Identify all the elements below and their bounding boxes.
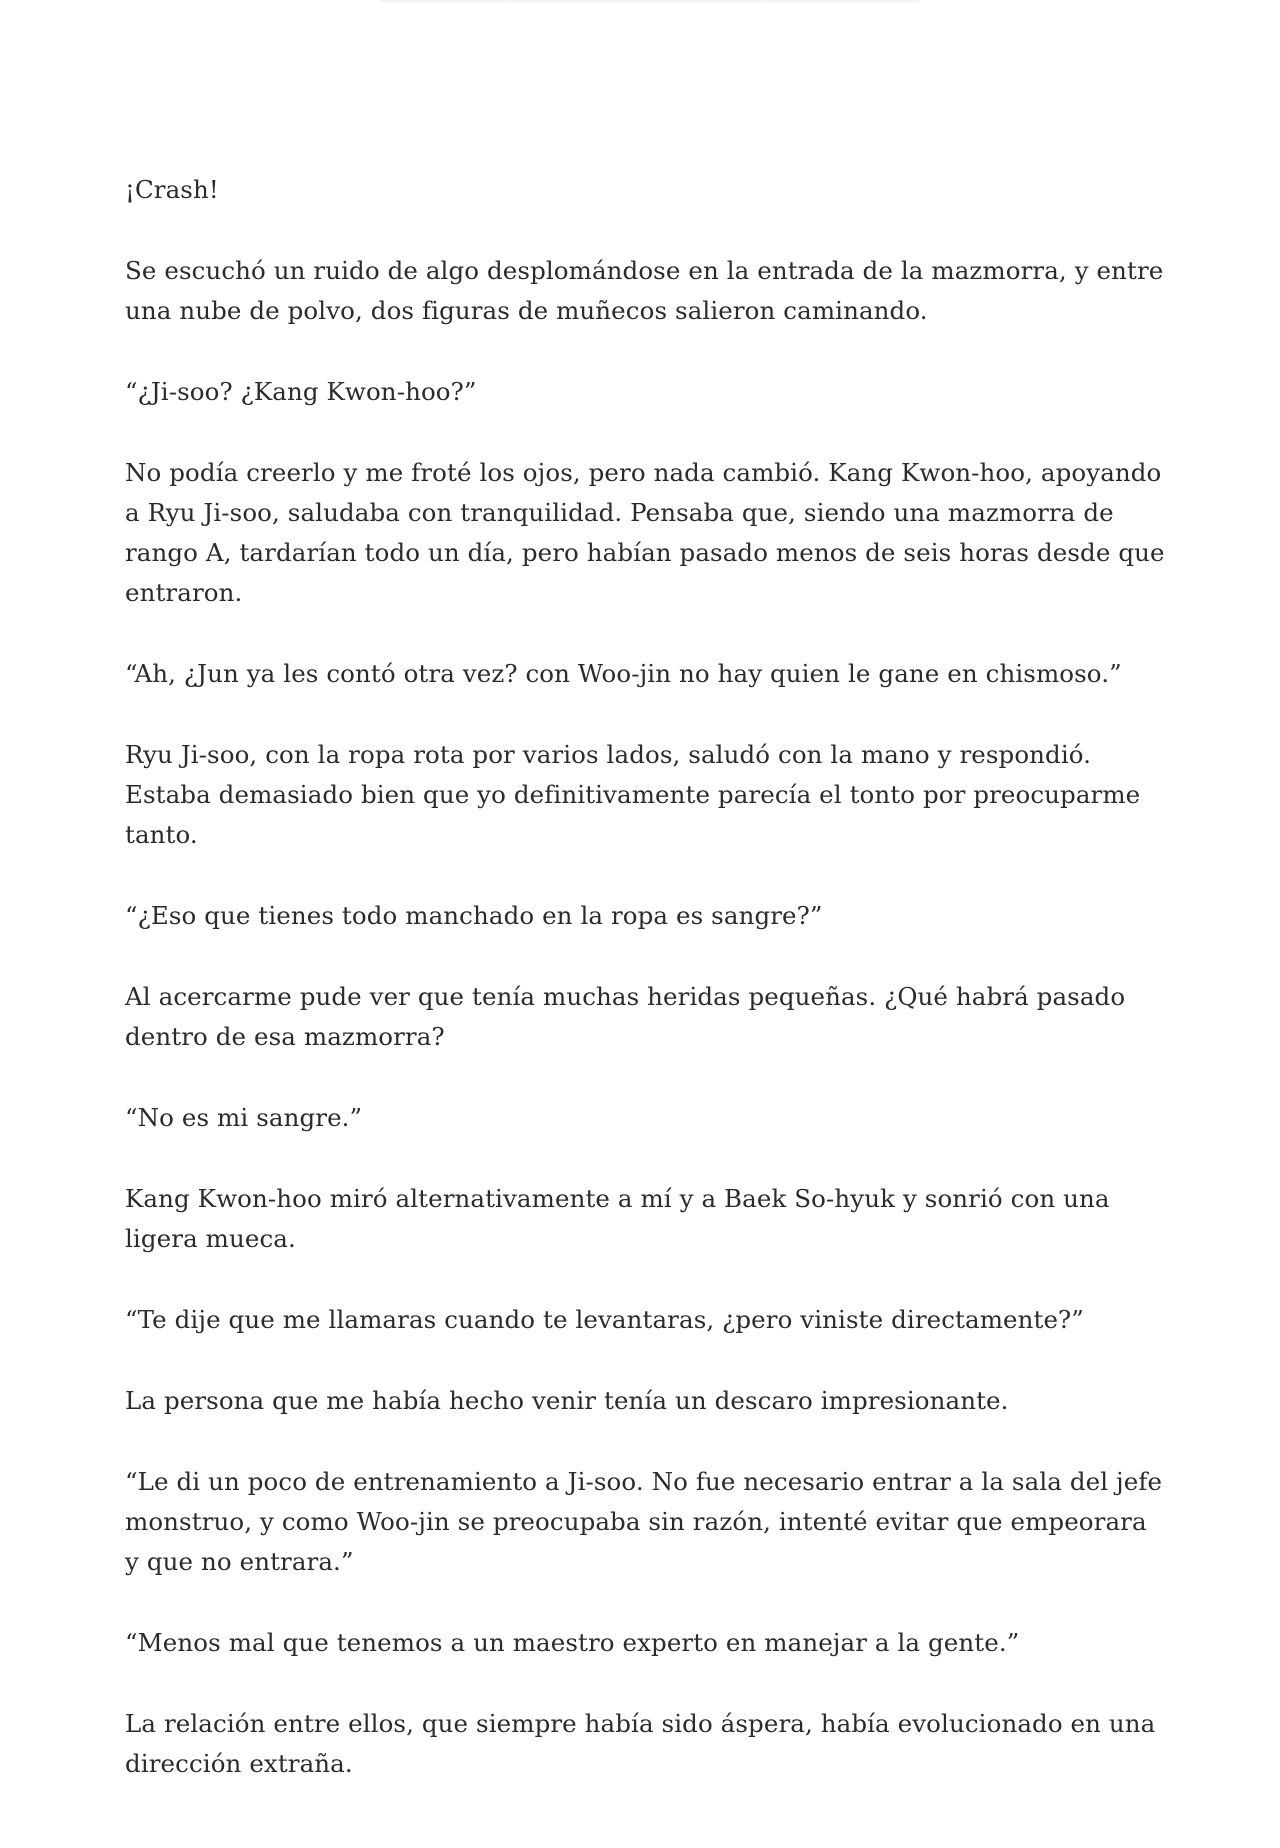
- paragraph: La relación entre ellos, que siempre había sido áspera, había evolucionado en una dirección extraña.: [125, 1709, 1156, 1778]
- paragraph: “Menos mal que tenemos a un maestro experto en manejar a la gente.”: [125, 1628, 1020, 1657]
- paragraph: Kang Kwon-hoo miró alternativamente a mí y a Baek So-hyuk y sonrió con una ligera mueca.: [125, 1184, 1110, 1253]
- paragraph: “Le di un poco de entrenamiento a Ji-soo. No fue necesario entrar a la sala del jefe monstruo, y como Woo-jin se preocupaba sin razón, intenté evitar que empeorara y que no entrara.”: [125, 1467, 1163, 1576]
- paragraph: Se escuchó un ruido de algo desplomándose en la entrada de la mazmorra, y entre una nube de polvo, dos figuras de muñecos salieron caminando.: [125, 256, 1164, 325]
- chapter-text: [125, 170, 1165, 1825]
- paragraph: No podía creerlo y me froté los ojos, pero nada cambió. Kang Kwon-hoo, apoyando a Ryu Ji-soo, saludaba con tranquilidad. Pensaba que, siendo una mazmorra de rango A, tardarían todo un día, pero habían pasado menos de seis horas desde que entraron.: [125, 458, 1165, 607]
- paragraph: “¿Eso que tienes todo manchado en la ropa es sangre?”: [125, 901, 823, 930]
- paragraph: “¿Ji-soo? ¿Kang Kwon-hoo?”: [125, 377, 477, 406]
- paragraph: “No es mi sangre.”: [125, 1103, 363, 1132]
- paragraph: Al acercarme pude ver que tenía muchas heridas pequeñas. ¿Qué habrá pasado dentro de esa mazmorra?: [125, 982, 1126, 1051]
- paragraph: “Te dije que me llamaras cuando te levantaras, ¿pero viniste directamente?”: [125, 1305, 1084, 1334]
- paragraph: La persona que me había hecho venir tenía un descaro impresionante.: [125, 1386, 1009, 1415]
- paragraph: ¡Crash!: [125, 175, 219, 204]
- paragraph: Ryu Ji-soo, con la ropa rota por varios lados, saludó con la mano y respondió. Estaba demasiado bien que yo definitivamente parecía el tonto por preocuparme tanto.: [125, 740, 1141, 849]
- paragraph: “Ah, ¿Jun ya les contó otra vez? con Woo-jin no hay quien le gane en chismoso.”: [125, 659, 1122, 688]
- top-edge-shadow: [380, 0, 920, 4]
